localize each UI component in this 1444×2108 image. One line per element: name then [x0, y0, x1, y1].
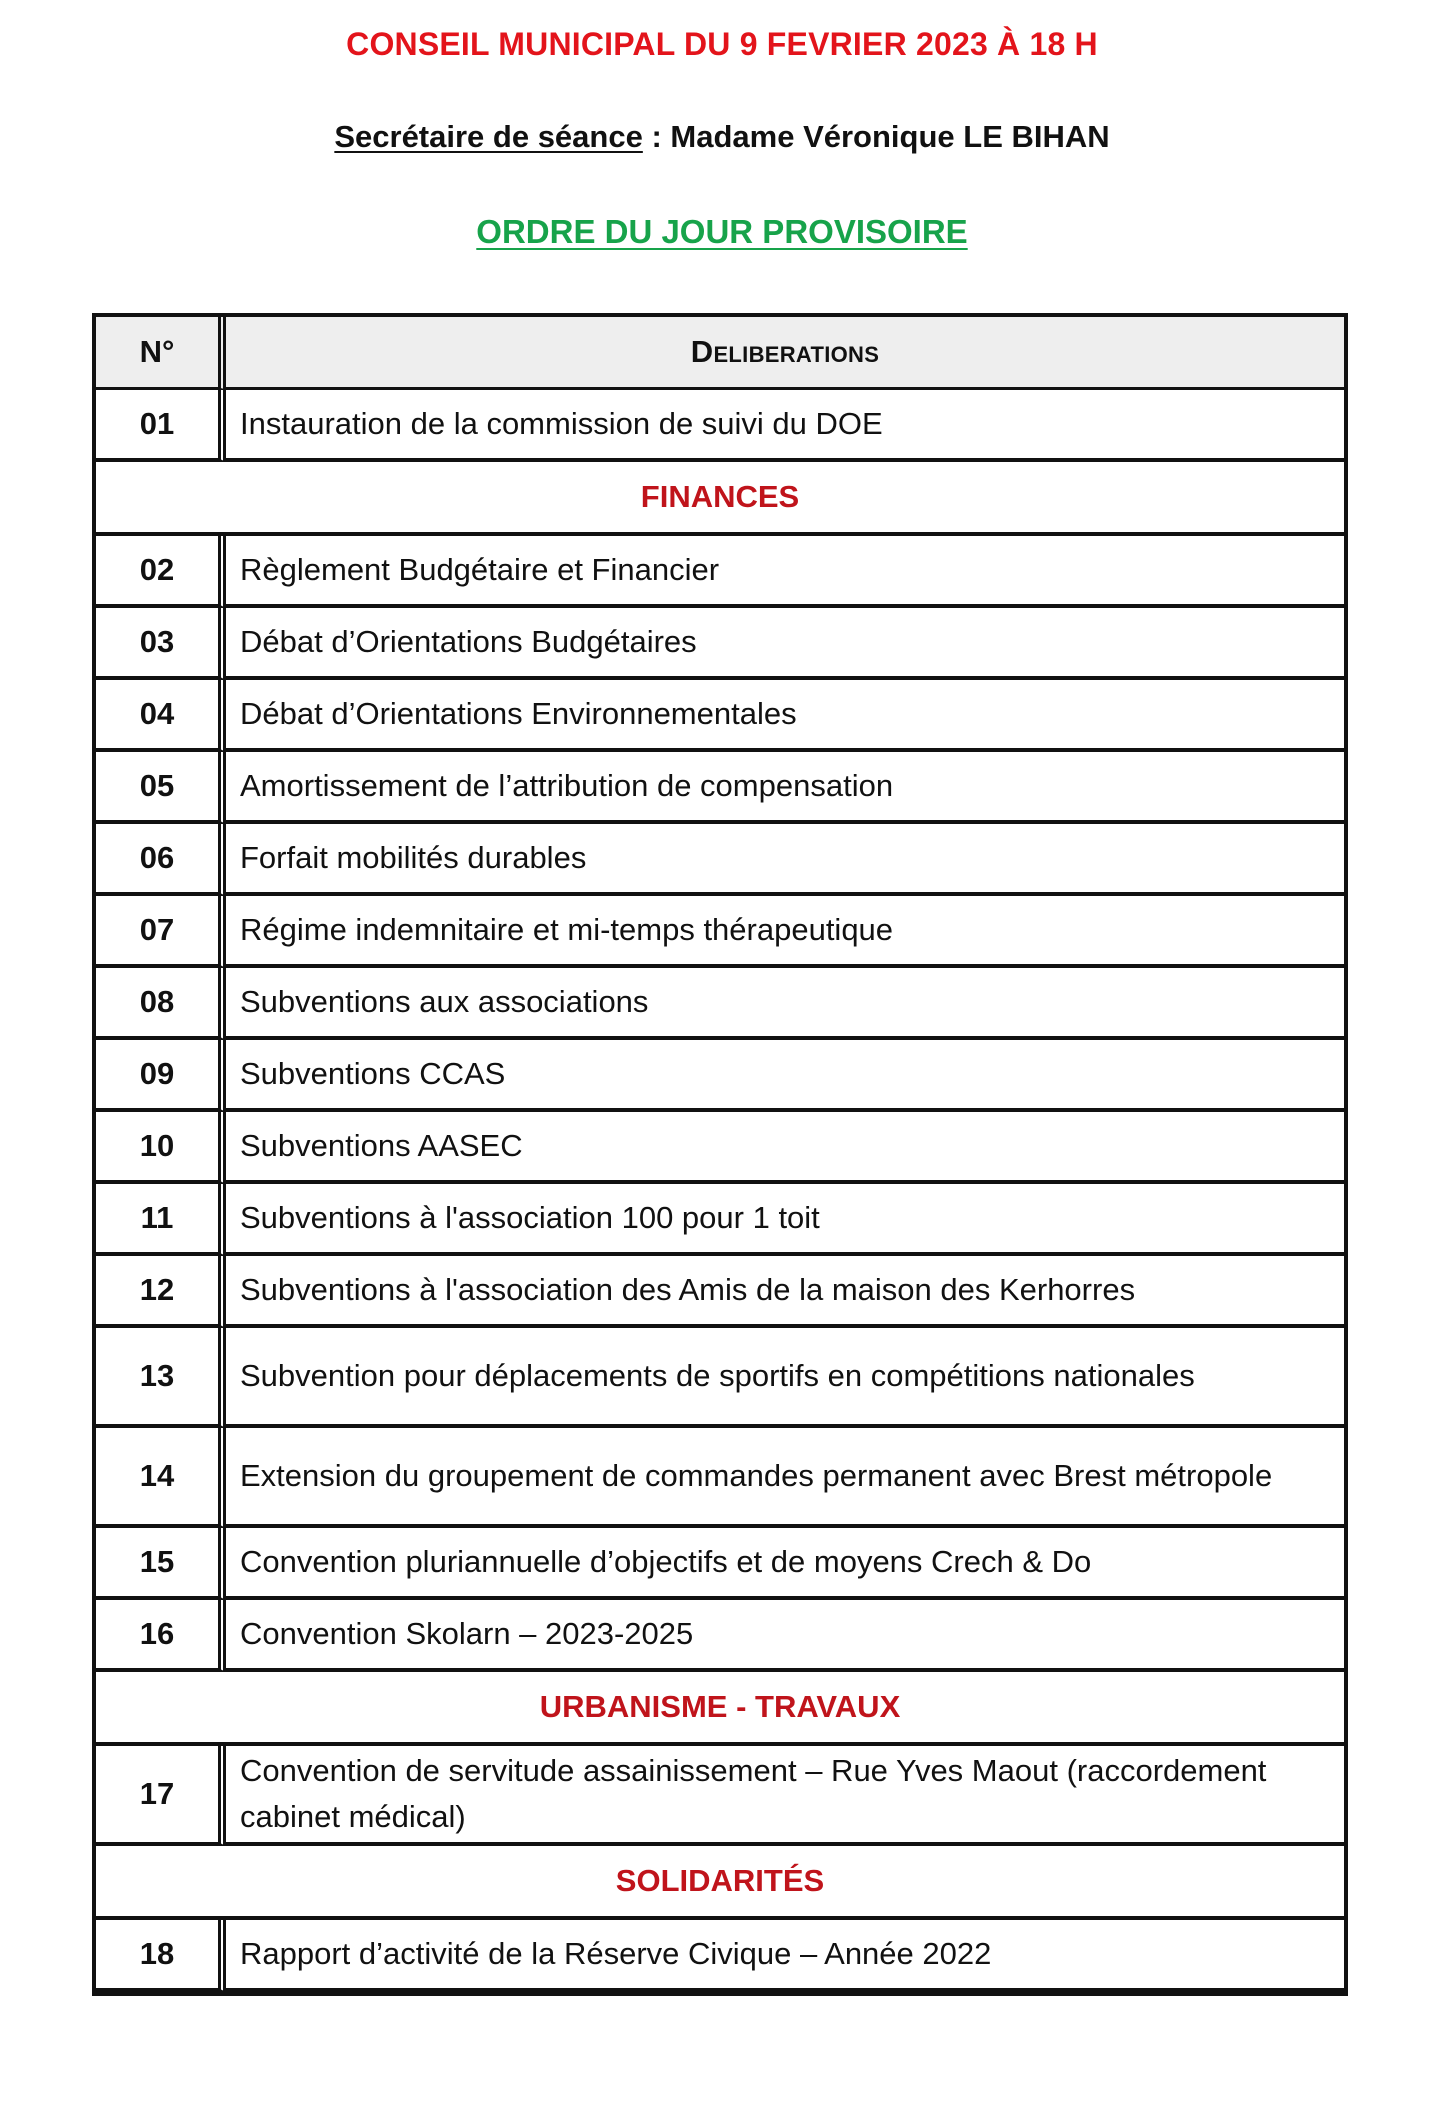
item-deliberation-text: Instauration de la commission de suivi du DOE	[226, 390, 1344, 462]
item-number: 18	[96, 1920, 226, 1992]
item-number: 09	[96, 1040, 226, 1112]
agenda-item-row	[96, 824, 1344, 896]
agenda-item-row	[96, 1112, 1344, 1184]
item-deliberation-text: Subvention pour déplacements de sportifs en compétitions nationales	[226, 1328, 1344, 1428]
item-deliberation-text: Subventions à l'association des Amis de la maison des Kerhorres	[226, 1256, 1344, 1328]
agenda-item-row	[96, 1184, 1344, 1256]
item-deliberation-text: Subventions aux associations	[226, 968, 1344, 1040]
meeting-title: CONSEIL MUNICIPAL DU 9 FEVRIER 2023 À 18 H	[346, 26, 1098, 62]
item-deliberation-text: Subventions à l'association 100 pour 1 toit	[226, 1184, 1344, 1256]
agenda-item-row	[96, 1328, 1344, 1428]
item-number: 08	[96, 968, 226, 1040]
agenda-item-row	[96, 1600, 1344, 1672]
item-deliberation-text: Subventions CCAS	[226, 1040, 1344, 1112]
item-deliberation-text: Débat d’Orientations Environnementales	[226, 680, 1344, 752]
agenda-item-row	[96, 968, 1344, 1040]
agenda-item-row	[96, 608, 1344, 680]
agenda-subtitle: ORDRE DU JOUR PROVISOIRE	[476, 213, 968, 250]
item-deliberation-text: Extension du groupement de commandes permanent avec Brest métropole	[226, 1428, 1344, 1528]
item-number: 16	[96, 1600, 226, 1672]
agenda-item-row	[96, 390, 1344, 462]
item-number: 13	[96, 1328, 226, 1428]
item-deliberation-text: Convention de servitude assainissement – Rue Yves Maout (raccordement cabinet médical)	[226, 1746, 1344, 1846]
item-number: 15	[96, 1528, 226, 1600]
table-header-row	[96, 317, 1344, 390]
agenda-item-row	[96, 1746, 1344, 1846]
section-row	[96, 1672, 1344, 1746]
section-row	[96, 1846, 1344, 1920]
agenda-item-row	[96, 536, 1344, 608]
item-number: 05	[96, 752, 226, 824]
section-heading: FINANCES	[96, 462, 1344, 536]
agenda-item-row	[96, 1528, 1344, 1600]
agenda-item-row	[96, 752, 1344, 824]
secretary-name: Madame Véronique LE BIHAN	[670, 119, 1110, 154]
item-number: 01	[96, 390, 226, 462]
item-number: 03	[96, 608, 226, 680]
agenda-item-row	[96, 1256, 1344, 1328]
item-number: 14	[96, 1428, 226, 1528]
item-number: 07	[96, 896, 226, 968]
column-header-number: N°	[96, 317, 226, 390]
agenda-item-row	[96, 1040, 1344, 1112]
item-number: 10	[96, 1112, 226, 1184]
item-deliberation-text: Forfait mobilités durables	[226, 824, 1344, 896]
agenda-item-row	[96, 896, 1344, 968]
section-heading: URBANISME - TRAVAUX	[96, 1672, 1344, 1746]
item-deliberation-text: Rapport d’activité de la Réserve Civique – Année 2022	[226, 1920, 1344, 1992]
item-deliberation-text: Convention pluriannuelle d’objectifs et de moyens Crech & Do	[226, 1528, 1344, 1600]
column-header-deliberations: Deliberations	[226, 317, 1344, 390]
item-deliberation-text: Débat d’Orientations Budgétaires	[226, 608, 1344, 680]
item-number: 02	[96, 536, 226, 608]
secretary-separator: :	[642, 119, 671, 154]
agenda-item-row	[96, 1428, 1344, 1528]
agenda-item-row	[96, 680, 1344, 752]
item-number: 06	[96, 824, 226, 896]
agenda-item-row	[96, 1920, 1344, 1992]
item-deliberation-text: Régime indemnitaire et mi-temps thérapeutique	[226, 896, 1344, 968]
section-row	[96, 462, 1344, 536]
item-number: 11	[96, 1184, 226, 1256]
item-number: 04	[96, 680, 226, 752]
item-deliberation-text: Amortissement de l’attribution de compensation	[226, 752, 1344, 824]
section-heading: SOLIDARITÉS	[96, 1846, 1344, 1920]
item-deliberation-text: Règlement Budgétaire et Financier	[226, 536, 1344, 608]
item-deliberation-text: Convention Skolarn – 2023-2025	[226, 1600, 1344, 1672]
item-number: 17	[96, 1746, 226, 1846]
secretary-label: Secrétaire de séance	[334, 119, 643, 154]
secretary-line	[0, 119, 1444, 155]
agenda-table	[92, 313, 1348, 1996]
item-number: 12	[96, 1256, 226, 1328]
item-deliberation-text: Subventions AASEC	[226, 1112, 1344, 1184]
